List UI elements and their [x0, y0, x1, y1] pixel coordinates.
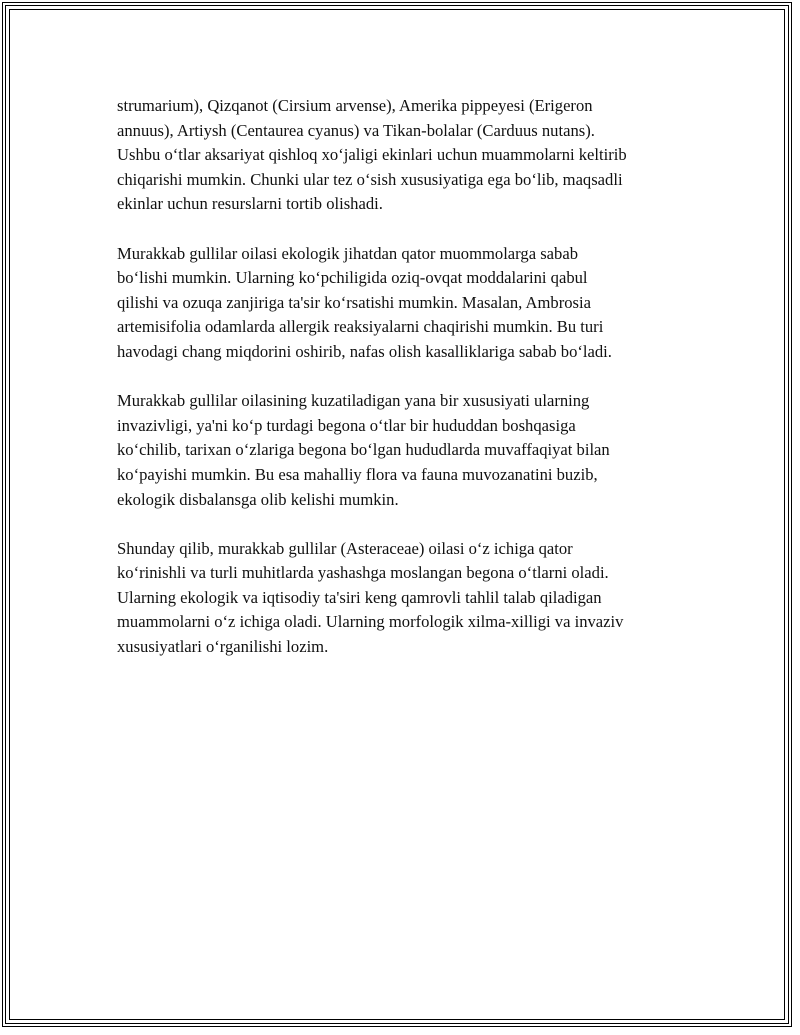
document-body — [117, 94, 697, 684]
paragraph: Murakkab gullilar oilasi ekologik jihatdan qator muommolarga sabab bo‘lishi mumkin. Ularning ko‘pchiligida oziq-ovqat moddalarini qabul qilishi va ozuqa zanjiriga ta'sir ko‘rsatishi mumkin. Masalan, Ambrosia artemisifolia odamlarda allergik reaksiyalarni chaqirishi mumkin. Bu turi havodagi chang miqdorini oshirib, nafas olish kasalliklariga sabab bo‘ladi. — [117, 243, 612, 361]
paragraph: Shunday qilib, murakkab gullilar (Asteraceae) oilasi o‘z ichiga qator ko‘rinishli va turli muhitlarda yashashga moslangan begona o‘tlarni oladi. Ularning ekologik va iqtisodiy ta'siri keng qamrovli tahlil talab qiladigan muammolarni o‘z ichiga oladi. Ularning morfologik xilma-xilligi va invaziv xususiyatlari o‘rganilishi lozim. — [117, 538, 624, 657]
paragraph: strumarium), Qizqanot (Cirsium arvense), Amerika pippeyesi (Erigeron annuus), Artiysh (Centaurea cyanus) va Tikan-bolalar (Carduus nutans). Ushbu o‘tlar aksariyat qishloq xo‘jaligi ekinlari uchun muammolarni keltirib chiqarishi mumkin. Chunki ular tez o‘sish xususiyatiga ega bo‘lib, maqsadli ekinlar uchun resurslarni tortib olishadi. — [117, 96, 627, 214]
paragraph: Murakkab gullilar oilasining kuzatiladigan yana bir xususiyati ularning invazivligi, ya'ni ko‘p turdagi begona o‘tlar bir hududdan boshqasiga ko‘chilib, tarixan o‘zlariga begona bo‘lgan hududlarda muvaffaqiyat bilan ko‘payishi mumkin. Bu esa mahalliy flora va fauna muvozanatini buzib, ekologik disbalansga olib kelishi mumkin. — [117, 391, 610, 509]
